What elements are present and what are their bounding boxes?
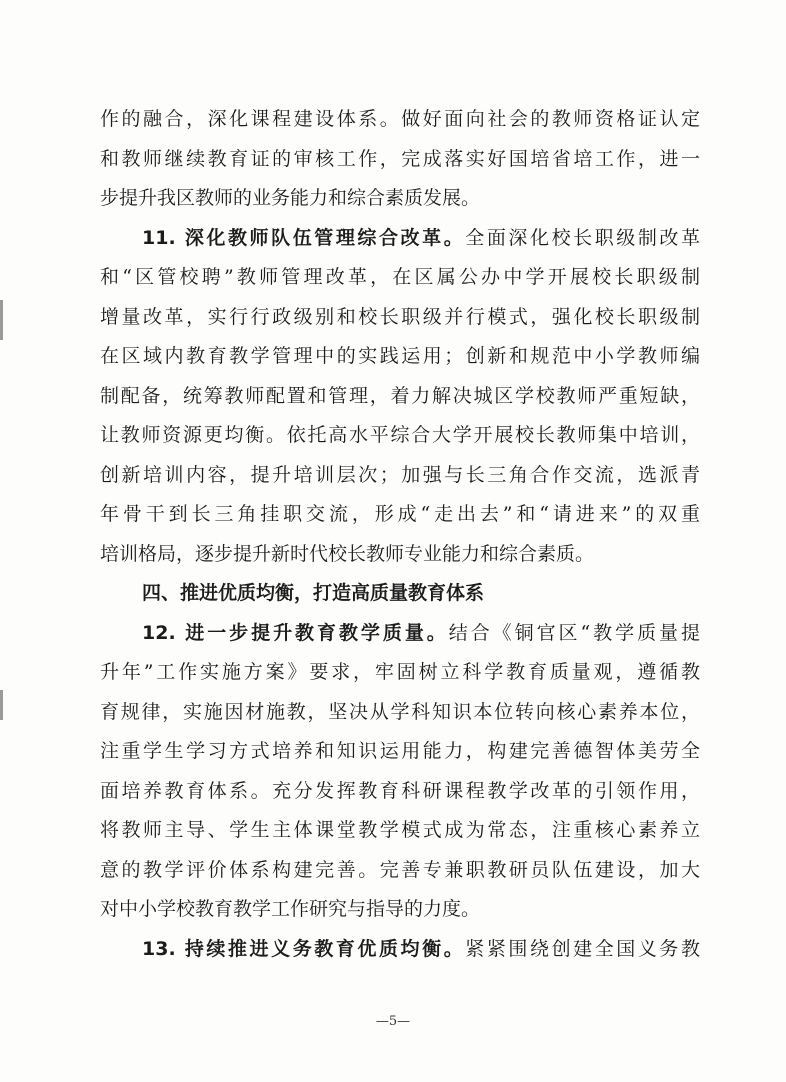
- paragraph-text: 全面深化校长职级制改革: [465, 227, 700, 249]
- section-heading: 四、推进优质均衡，打造高质量教育体系: [142, 582, 485, 604]
- paragraph-line: 作的融合，深化课程建设体系。做好面向社会的教师资格证认定: [100, 108, 700, 130]
- paragraph-line: 面培养教育体系。充分发挥教育科研课程教学改革的引领作用，: [100, 780, 700, 802]
- paragraph-line: 培训格局，逐步提升新时代校长教师专业能力和综合素质。: [100, 543, 595, 565]
- paragraph-text: 结合《铜官区“教学质量提: [448, 622, 700, 644]
- paragraph-line: 对中小学校教育教学工作研究与指导的力度。: [100, 898, 481, 920]
- paragraph-line: [142, 936, 700, 962]
- scan-edge-mark: [0, 300, 3, 340]
- page-number: —5—: [375, 1014, 411, 1029]
- paragraph-line: 将教师主导、学生主体课堂教学模式成为常态，注重核心素养立: [100, 819, 700, 841]
- paragraph-line: 注重学生学习方式培养和知识运用能力，构建完善德智体美劳全: [100, 740, 700, 762]
- paragraph-line: [142, 620, 700, 646]
- paragraph-line: 步提升我区教师的业务能力和综合素质发展。: [100, 187, 481, 209]
- item-heading: 11. 深化教师队伍管理综合改革。: [142, 227, 466, 249]
- paragraph-line: 在区域内教育教学管理中的实践运用；创新和规范中小学教师编: [100, 345, 700, 367]
- paragraph-line: 增量改革，实行行政级别和校长职级并行模式，强化校长职级制: [100, 306, 700, 328]
- paragraph-line: [142, 225, 700, 251]
- item-heading: 12. 进一步提升教育教学质量。: [142, 622, 449, 644]
- item-heading: 13. 持续推进义务教育优质均衡。: [142, 938, 466, 960]
- paragraph-line: 和“区管校聘”教师管理改革，在区属公办中学开展校长职级制: [100, 266, 700, 288]
- paragraph-line: 制配备，统筹教师配置和管理，着力解决城区学校教师严重短缺，: [100, 385, 700, 407]
- scan-edge-mark: [0, 690, 3, 720]
- paragraph-line: 和教师继续教育证的审核工作，完成落实好国培省培工作，进一: [100, 148, 700, 170]
- paragraph-line: 年骨干到长三角挂职交流，形成“走出去”和“请进来”的双重: [100, 503, 700, 525]
- paragraph-text: 紧紧围绕创建全国义务教: [465, 938, 700, 960]
- paragraph-line: 育规律，实施因材施教，坚决从学科知识本位转向核心素养本位，: [100, 701, 700, 723]
- paragraph-line: 创新培训内容，提升培训层次；加强与长三角合作交流，选派青: [100, 464, 700, 486]
- paragraph-line: 升年”工作实施方案》要求，牢固树立科学教育质量观，遵循教: [100, 661, 700, 683]
- paragraph-line: 让教师资源更均衡。依托高水平综合大学开展校长教师集中培训，: [100, 424, 700, 446]
- paragraph-line: 意的教学评价体系构建完善。完善专兼职教研员队伍建设，加大: [100, 859, 700, 881]
